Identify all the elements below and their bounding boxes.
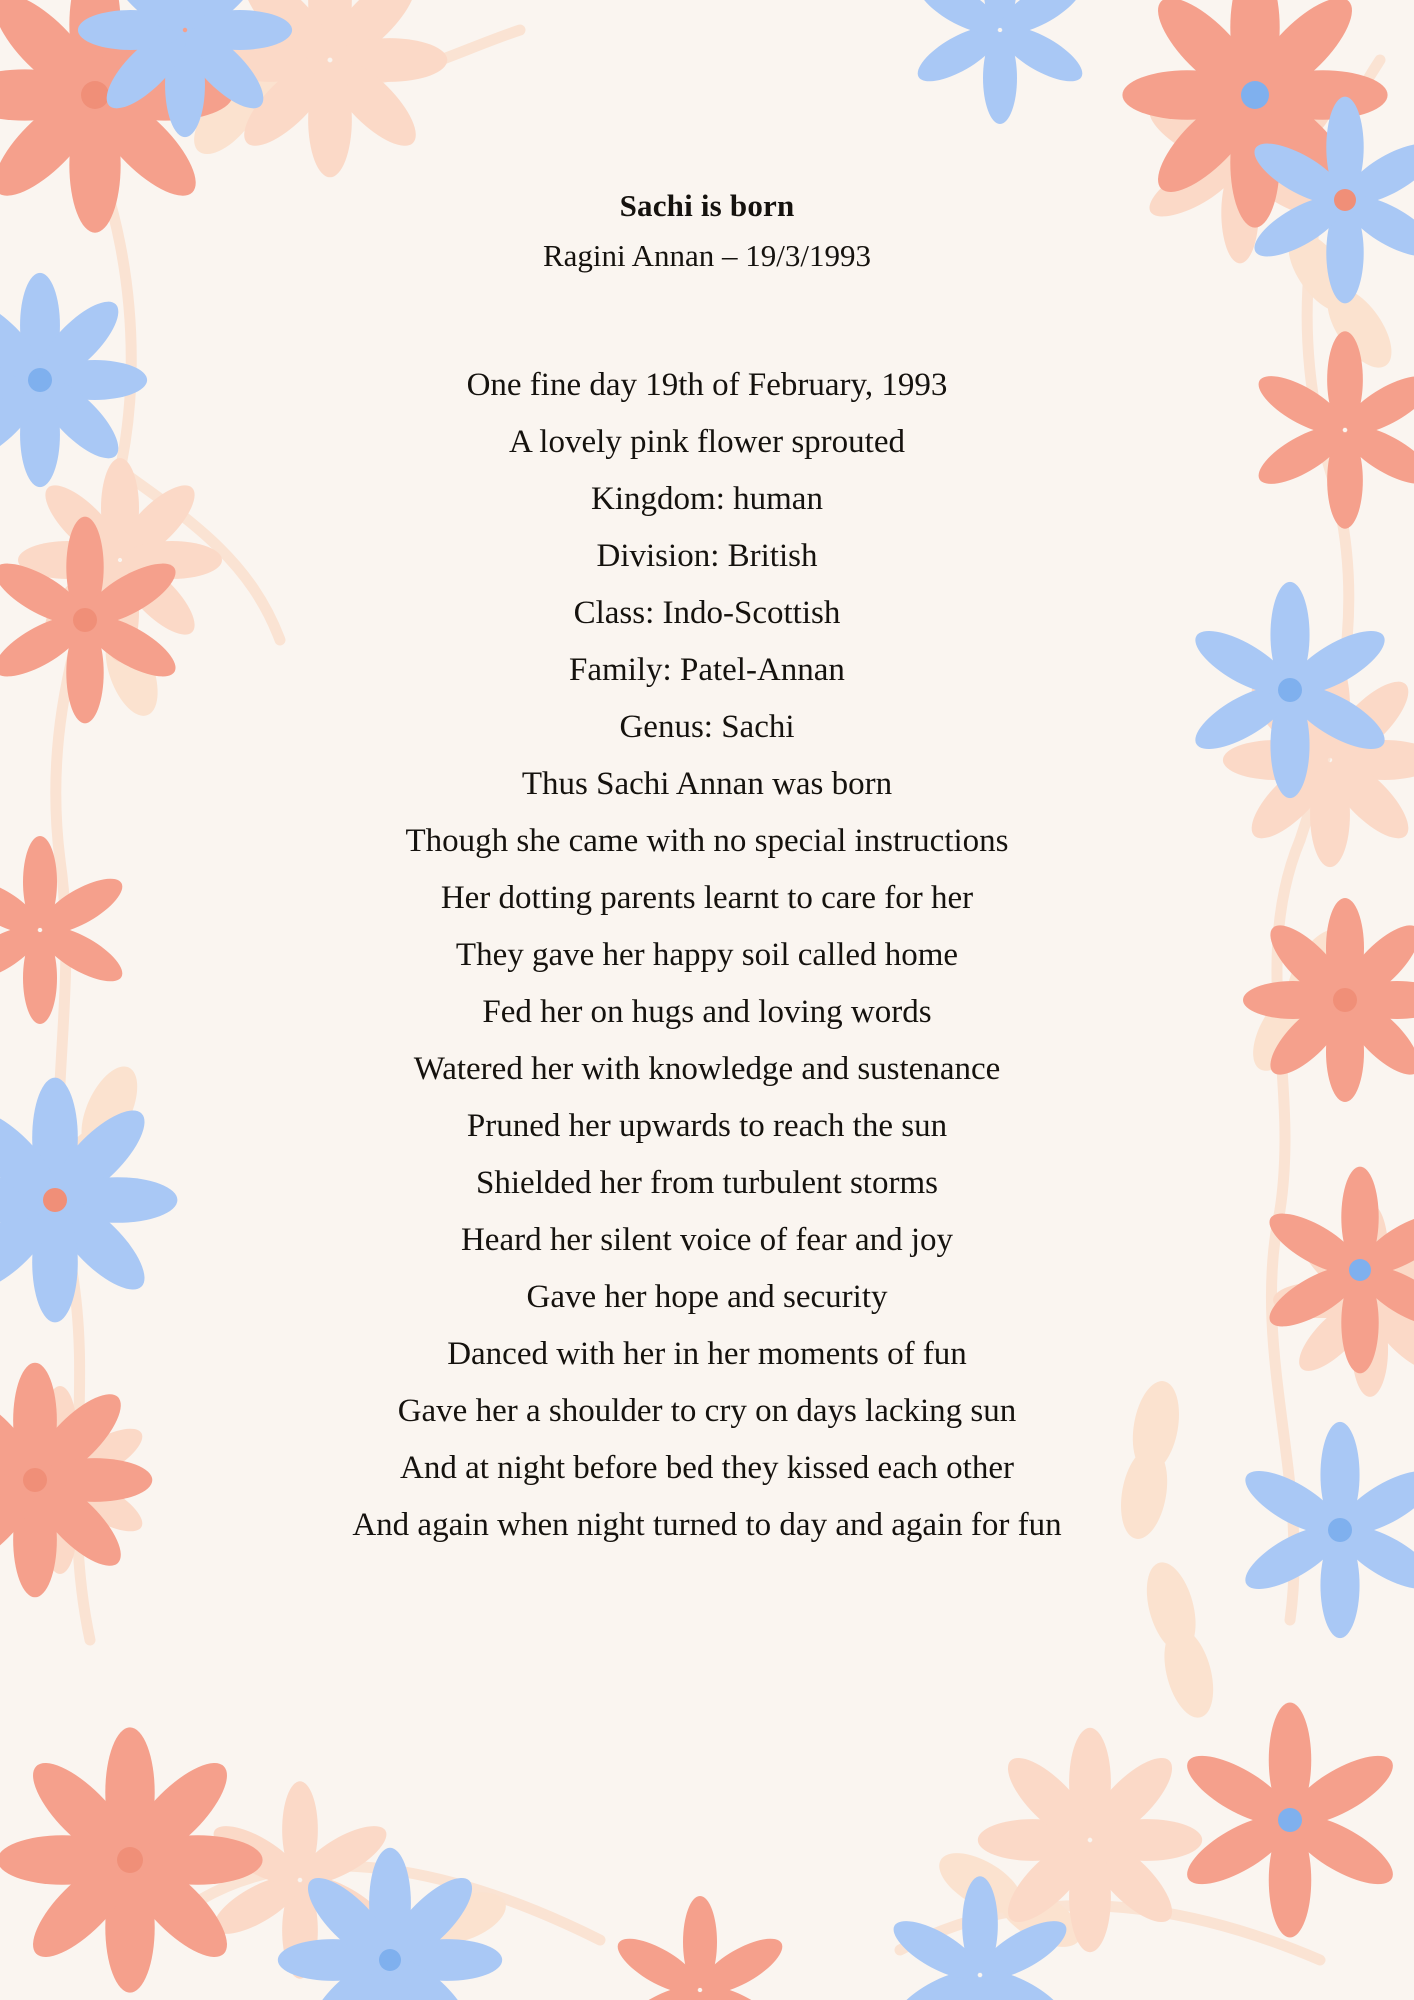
poem-content (0, 185, 1414, 1554)
poem-line: Division: British (596, 537, 818, 574)
poem-line: Gave her hope and security (526, 1278, 888, 1315)
poem-line: Genus: Sachi (619, 708, 795, 745)
poem-line: Her dotting parents learnt to care for her (440, 879, 974, 916)
poem-line: Pruned her upwards to reach the sun (466, 1107, 948, 1144)
poem-line: Kingdom: human (591, 480, 823, 517)
poem-line: Shielded her from turbulent storms (476, 1164, 938, 1201)
poem-line: Though she came with no special instructions (405, 822, 1009, 859)
poem-line: Thus Sachi Annan was born (521, 765, 893, 802)
poem-line: And at night before bed they kissed each other (400, 1449, 1014, 1486)
poem-line: Class: Indo-Scottish (573, 594, 841, 631)
poem-line: Fed her on hugs and loving words (482, 993, 932, 1030)
poem-byline: Ragini Annan – 19/3/1993 (542, 237, 872, 273)
poem-line: Danced with her in her moments of fun (447, 1335, 967, 1372)
poem-line: They gave her happy soil called home (455, 936, 959, 973)
poem-line: Family: Patel-Annan (569, 651, 845, 688)
poem-line: Heard her silent voice of fear and joy (460, 1221, 954, 1258)
poem-title: Sachi is born (619, 188, 795, 223)
poem-body (0, 337, 1414, 1554)
poem-line: Watered her with knowledge and sustenance (413, 1050, 1001, 1087)
poem-line: A lovely pink flower sprouted (509, 423, 905, 460)
poem-line: One fine day 19th of February, 1993 (466, 366, 948, 403)
poem-line: And again when night turned to day and again for fun (352, 1506, 1062, 1543)
poem-line: Gave her a shoulder to cry on days lacking sun (397, 1392, 1017, 1429)
poem-line (0, 337, 1414, 357)
